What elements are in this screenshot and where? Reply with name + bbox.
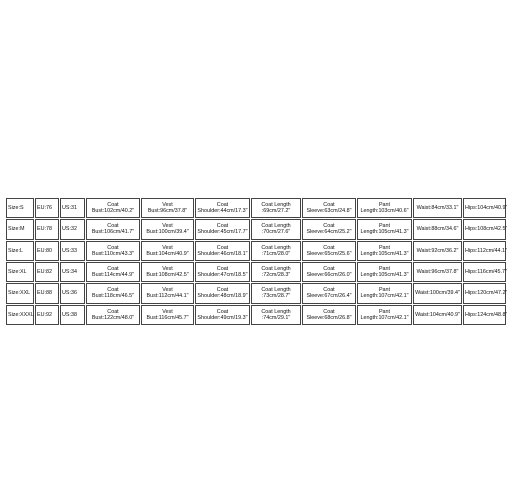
coat-length-cell-value: :69cm/27.2" [261,208,291,215]
coat-shoulder-cell-label: Coat [216,265,229,272]
coat-shoulder-cell-value: Shoulder:44cm/17.3" [197,208,248,215]
coat-shoulder-cell [195,262,250,282]
hips-cell: Hips:104cm/40.9" [463,198,506,218]
table-row [6,198,506,218]
vest-bust-cell [141,241,194,261]
coat-sleeve-cell [302,305,356,325]
waist-cell: Waist:84cm/33.1" [413,198,462,218]
coat-sleeve-cell [302,283,356,303]
vest-bust-cell-value: Bust:108cm/42.5" [146,272,189,279]
coat-bust-cell-value: Bust:102cm/40.2" [91,208,135,215]
coat-sleeve-cell-label: Coat [323,244,335,251]
us-size-cell: US:34 [60,262,85,282]
coat-bust-cell [86,241,140,261]
coat-bust-cell [86,198,140,218]
coat-bust-cell-label: Coat [107,287,119,294]
pant-length-cell-value: Length:105cm/41.3" [360,229,409,236]
us-size-cell: US:32 [60,219,85,239]
coat-bust-cell-label: Coat [107,223,119,230]
coat-bust-cell-value: Bust:106cm/41.7" [91,229,135,236]
coat-length-cell-label: Coat Length [261,287,291,294]
pant-length-cell-value: Length:107cm/42.1" [360,314,409,321]
coat-shoulder-cell-value: Shoulder:49cm/19.3" [197,314,248,321]
coat-length-cell-value: :73cm/28.7" [261,293,291,300]
coat-bust-cell-value: Bust:114cm/44.9" [92,272,134,279]
coat-shoulder-cell-value: Shoulder:48cm/18.9" [197,293,248,300]
vest-bust-cell-label: Vest [162,308,173,315]
coat-shoulder-cell-value: Shoulder:47cm/18.5" [197,272,248,279]
vest-bust-cell-label: Vest [162,223,173,230]
coat-length-cell-value: :74cm/29.1" [261,314,291,321]
size-cell: Size:XXXL [6,305,34,325]
coat-length-cell [251,219,301,239]
coat-bust-cell [86,305,140,325]
coat-sleeve-cell [302,198,356,218]
coat-bust-cell-value: Bust:118cm/46.5" [92,293,134,300]
coat-shoulder-cell [195,198,250,218]
coat-shoulder-cell [195,305,250,325]
coat-sleeve-cell-label: Coat [323,308,335,315]
eu-size-cell: EU:78 [35,219,59,239]
pant-length-cell-label: Pant [378,244,391,251]
us-size-cell: US:36 [60,283,85,303]
eu-size-cell: EU:88 [35,283,59,303]
pant-length-cell-label: Pant [378,308,391,315]
coat-sleeve-cell-value: Sleeve:67cm/26.4" [306,293,352,300]
coat-bust-cell [86,262,140,282]
vest-bust-cell [141,219,194,239]
size-chart-table [5,197,507,326]
size-cell: Size:L [6,241,34,261]
coat-bust-cell [86,219,140,239]
pant-length-cell [357,241,412,261]
table-row [6,283,506,303]
coat-length-cell-label: Coat Length [261,265,291,272]
vest-bust-cell-value: Bust:100cm/39.4" [146,229,189,236]
hips-cell: Hips:120cm/47.2" [463,283,506,303]
vest-bust-cell [141,198,194,218]
size-cell: Size:M [6,219,34,239]
pant-length-cell [357,262,412,282]
coat-bust-cell-value: Bust:110cm/43.3" [92,250,134,257]
coat-sleeve-cell-label: Coat [323,201,335,208]
coat-length-cell-label: Coat Length [261,308,291,315]
coat-bust-cell-label: Coat [107,265,119,272]
coat-length-cell [251,198,301,218]
vest-bust-cell [141,305,194,325]
coat-shoulder-cell-label: Coat [216,244,229,251]
waist-cell: Waist:104cm/40.9" [413,305,462,325]
coat-shoulder-cell-label: Coat [216,201,229,208]
coat-bust-cell-label: Coat [107,244,119,251]
coat-bust-cell-value: Bust:122cm/48.0" [91,314,135,321]
hips-cell: Hips:112cm/44.1" [463,241,506,261]
coat-shoulder-cell-value: Shoulder:46cm/18.1" [197,250,248,257]
vest-bust-cell-label: Vest [162,265,173,272]
coat-shoulder-cell-value: Shoulder:45cm/17.7" [197,229,248,236]
coat-sleeve-cell-value: Sleeve:65cm/25.6" [306,250,352,257]
waist-cell: Waist:100cm/39.4" [413,283,462,303]
coat-length-cell [251,241,301,261]
coat-sleeve-cell [302,219,356,239]
size-cell: Size:XL [6,262,34,282]
eu-size-cell: EU:76 [35,198,59,218]
eu-size-cell: EU:92 [35,305,59,325]
hips-cell: Hips:116cm/45.7" [463,262,506,282]
coat-length-cell-label: Coat Length [261,201,291,208]
coat-sleeve-cell-value: Sleeve:68cm/26.8" [306,314,352,321]
pant-length-cell-value: Length:105cm/41.3" [360,272,409,279]
coat-sleeve-cell-label: Coat [323,265,335,272]
coat-sleeve-cell-label: Coat [323,287,335,294]
vest-bust-cell-value: Bust:112cm/44.1" [146,293,189,300]
pant-length-cell-label: Pant [378,287,391,294]
coat-shoulder-cell-label: Coat [216,308,229,315]
vest-bust-cell [141,262,194,282]
vest-bust-cell [141,283,194,303]
pant-length-cell [357,219,412,239]
coat-bust-cell-label: Coat [107,201,119,208]
table-row [6,305,506,325]
coat-length-cell-label: Coat Length [261,223,291,230]
vest-bust-cell-value: Bust:104cm/40.9" [146,250,189,257]
pant-length-cell [357,283,412,303]
coat-sleeve-cell-value: Sleeve:64cm/25.2" [306,229,352,236]
waist-cell: Waist:96cm/37.8" [413,262,462,282]
coat-length-cell-value: :70cm/27.6" [261,229,291,236]
us-size-cell: US:31 [60,198,85,218]
hips-cell: Hips:124cm/48.8" [463,305,506,325]
eu-size-cell: EU:80 [35,241,59,261]
vest-bust-cell-value: Bust:116cm/45.7" [146,314,189,321]
coat-length-cell [251,283,301,303]
coat-length-cell [251,262,301,282]
pant-length-cell [357,198,412,218]
pant-length-cell-value: Length:105cm/41.3" [360,250,409,257]
pant-length-cell-label: Pant [378,201,391,208]
coat-shoulder-cell [195,241,250,261]
coat-shoulder-cell-label: Coat [216,287,229,294]
us-size-cell: US:38 [60,305,85,325]
coat-length-cell-label: Coat Length [261,244,291,251]
size-chart-body [6,198,506,325]
size-cell: Size:XXL [6,283,34,303]
eu-size-cell: EU:82 [35,262,59,282]
coat-sleeve-cell [302,262,356,282]
vest-bust-cell-label: Vest [162,201,173,208]
coat-shoulder-cell [195,219,250,239]
us-size-cell: US:33 [60,241,85,261]
pant-length-cell-value: Length:107cm/42.1" [360,293,409,300]
vest-bust-cell-label: Vest [162,287,173,294]
waist-cell: Waist:88cm/34.6" [413,219,462,239]
pant-length-cell [357,305,412,325]
pant-length-cell-label: Pant [378,223,391,230]
coat-length-cell-value: :71cm/28.0" [261,250,291,257]
coat-bust-cell-label: Coat [107,308,119,315]
coat-sleeve-cell-value: Sleeve:63cm/24.8" [306,208,352,215]
pant-length-cell-value: Length:103cm/40.6" [360,208,409,215]
coat-sleeve-cell-label: Coat [323,223,335,230]
table-row [6,262,506,282]
coat-length-cell-value: :72cm/28.3" [261,272,291,279]
waist-cell: Waist:92cm/36.2" [413,241,462,261]
coat-bust-cell [86,283,140,303]
vest-bust-cell-label: Vest [162,244,173,251]
pant-length-cell-label: Pant [378,265,391,272]
vest-bust-cell-value: Bust:96cm/37.8" [147,208,188,215]
coat-shoulder-cell [195,283,250,303]
hips-cell: Hips:108cm/42.5" [463,219,506,239]
coat-shoulder-cell-label: Coat [216,223,229,230]
table-row [6,219,506,239]
coat-sleeve-cell [302,241,356,261]
coat-length-cell [251,305,301,325]
table-row [6,241,506,261]
size-cell: Size:S [6,198,34,218]
coat-sleeve-cell-value: Sleeve:66cm/26.0" [306,272,352,279]
